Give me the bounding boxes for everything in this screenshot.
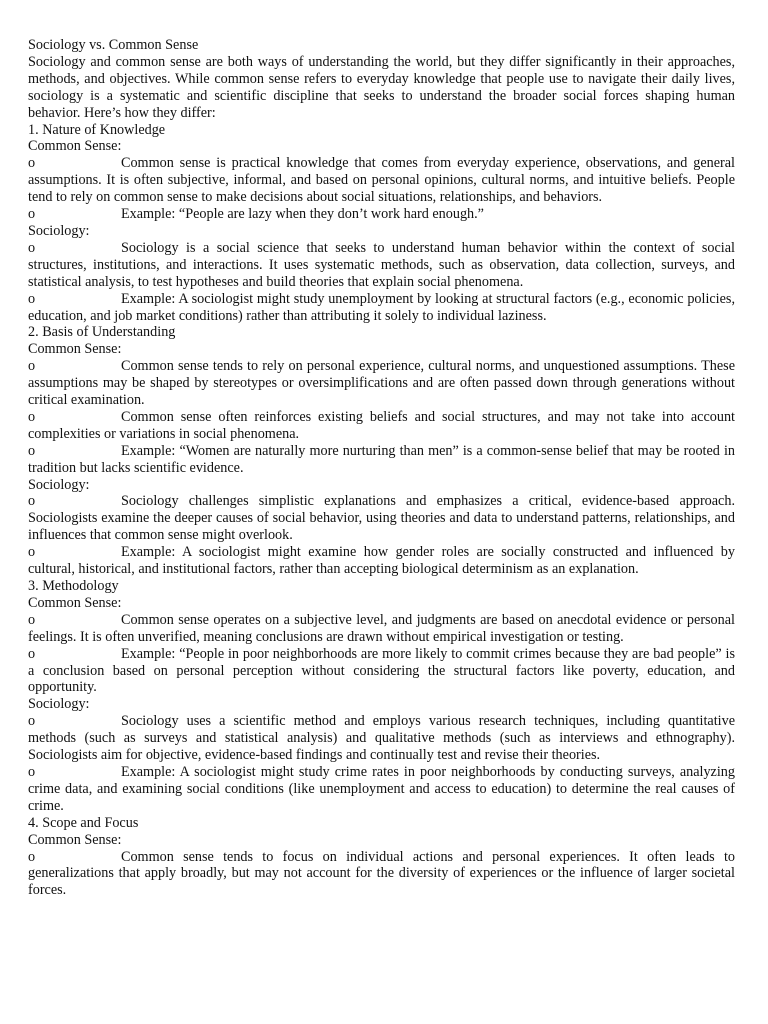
bullet-marker: o (28, 763, 36, 780)
section-heading: 3. Methodology (28, 578, 119, 594)
bullet-item (28, 206, 735, 223)
bullet-item (28, 849, 735, 900)
bullet-item (28, 764, 735, 815)
bullet-marker: o (28, 408, 36, 425)
bullet-text: Example: A sociologist might examine how gender roles are socially constructed and influenced by cultural, historical, and institutional factors, rather than accepting biological determinism as an explanation. (28, 544, 735, 578)
bullet-marker: o (28, 358, 36, 375)
document-page (28, 37, 735, 899)
bullet-text: Example: A sociologist might study crime rates in poor neighborhoods by conducting surveys, analyzing crime data, and examining social conditions (like unemployment and access to education) to determine the real causes of crime. (28, 763, 735, 814)
bullet-item (28, 493, 735, 544)
bullet-marker: o (28, 290, 36, 307)
bullet-text: Common sense tends to rely on personal experience, cultural norms, and unquestioned assumptions. These assumptions may be shaped by stereotypes or oversimplifications and are often passed down through generations without critical examination. (28, 358, 735, 409)
bullet-text: Sociology uses a scientific method and employs various research techniques, including quantitative methods (such as surveys and statistical analysis) and qualitative methods (such as interviews and ethnography). Sociologists aim for objective, evidence-based findings and continually test and revise their theories. (28, 713, 735, 764)
bullet-text: Common sense operates on a subjective level, and judgments are based on anecdotal evidence or personal feelings. It is often unverified, meaning conclusions are drawn without empirical investigation or testing. (28, 611, 735, 645)
group-label: Sociology: (28, 696, 90, 713)
bullet-text: Common sense tends to focus on individual actions and personal experiences. It often leads to generalizations that apply broadly, but may not account for the diversity of experiences or the influence of larger societal forces. (28, 848, 735, 899)
bullet-marker: o (28, 206, 36, 223)
intro-paragraph: Sociology and common sense are both ways of understanding the world, but they differ significantly in their approaches, methods, and objectives. While common sense refers to everyday knowledge that people use to navigate their daily lives, sociology is a systematic and scientific discipline that seeks to understand the broader social forces shaping human behavior. Here’s how they differ: (28, 53, 735, 121)
section-heading: 2. Basis of Understanding (28, 324, 176, 341)
bullet-text: Example: A sociologist might study unemployment by looking at structural factors (e.g., economic policies, education, and job market conditions) rather than attributing it solely to individual laziness. (28, 290, 735, 324)
bullet-item (28, 291, 735, 325)
group-label: Sociology: (28, 476, 90, 493)
section-heading: 1. Nature of Knowledge (28, 121, 166, 138)
bullet-marker: o (28, 442, 36, 459)
document-title: Sociology vs. Common Sense (28, 37, 199, 53)
bullet-marker: o (28, 239, 36, 256)
bullet-item (28, 544, 735, 578)
bullet-marker: o (28, 493, 36, 510)
bullet-marker: o (28, 848, 36, 865)
group-label: Common Sense: (28, 341, 122, 358)
bullet-text: Example: “Women are naturally more nurturing than men” is a common-sense belief that may be rooted in tradition but lacks scientific evidence. (28, 442, 735, 476)
bullet-text: Common sense is practical knowledge that comes from everyday experience, observations, and general assumptions. It is often subjective, informal, and based on personal opinions, cultural norms, and intuitive beliefs. People tend to rely on common sense to make decisions about social situations, relationships, and behaviors. (28, 155, 735, 206)
group-label: Sociology: (28, 222, 90, 239)
bullet-item (28, 358, 735, 409)
bullet-item (28, 155, 735, 206)
bullet-marker: o (28, 645, 36, 662)
bullet-item (28, 646, 735, 697)
group-label: Common Sense: (28, 831, 122, 848)
bullet-text: Example: “People in poor neighborhoods are more likely to commit crimes because they are bad people” is a conclusion based on personal perception without considering the structural factors like poverty, education, and opportunity. (28, 645, 735, 696)
group-label: Common Sense: (28, 138, 122, 155)
bullet-marker: o (28, 544, 36, 561)
bullet-marker: o (28, 155, 36, 172)
bullet-text: Common sense often reinforces existing beliefs and social structures, and may not take into account complexities or variations in social phenomena. (28, 408, 735, 442)
bullet-item (28, 240, 735, 291)
bullet-text: Example: “People are lazy when they don’t work hard enough.” (121, 206, 484, 223)
bullet-item (28, 612, 735, 646)
document-sections (28, 122, 735, 900)
bullet-item (28, 443, 735, 477)
bullet-item (28, 409, 735, 443)
bullet-text: Sociology is a social science that seeks to understand human behavior within the context of social structures, institutions, and interactions. It uses systematic methods, such as observation, data collection, surveys, and statistical analysis, to test hypotheses and build theories that explain social phenomena. (28, 239, 735, 290)
bullet-marker: o (28, 713, 36, 730)
section-heading: 4. Scope and Focus (28, 814, 139, 831)
group-label: Common Sense: (28, 594, 122, 611)
bullet-item (28, 713, 735, 764)
bullet-text: Sociology challenges simplistic explanations and emphasizes a critical, evidence-based approach. Sociologists examine the deeper causes of social behavior, using theories and data to understand patterns, relationships, and influences that common sense might overlook. (28, 493, 735, 544)
bullet-marker: o (28, 611, 36, 628)
